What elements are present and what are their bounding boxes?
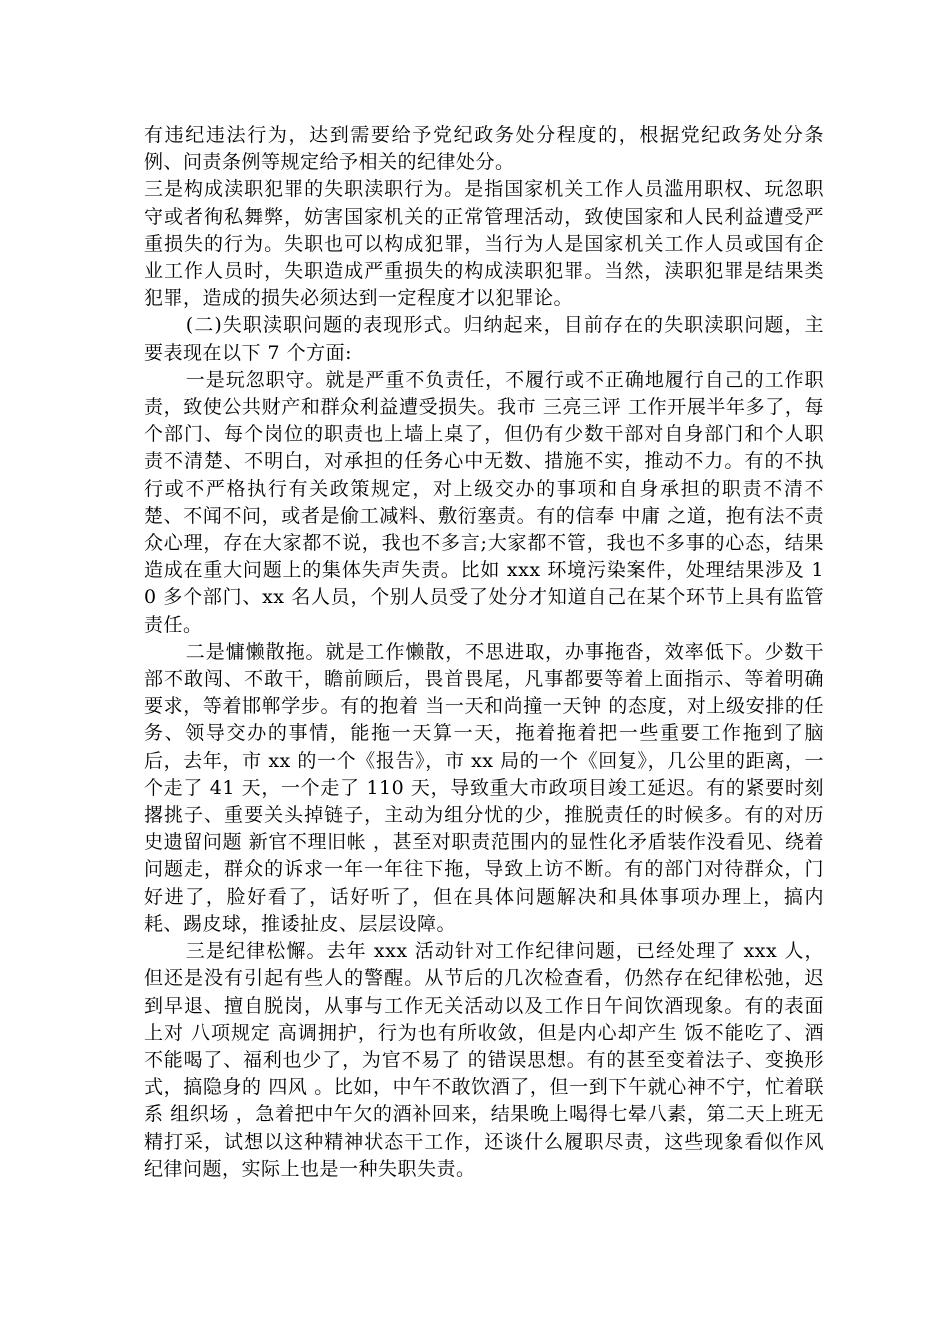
paragraph-idleness-delay: 二是慵懒散拖。就是工作懒散，不思进取，办事拖沓，效率低下。少数干部不敢闯、不敢干，瞻前顾后，畏首畏尾，凡事都要等着上面指示、等着明确要求，等着邯郸学步。有的抱着 当一天和尚撞一天钟 的态度，对上级安排的任务、领导交办的事情，能拖一天算一天，拖着拖着把一些重要工作拖到了脑后，去年，市 xx 的一个《报告》，市 xx 局的一个《回复》，几公里的距离，一个走了 41 天，一个走了 110 天，导致重大市政项目竣工延迟。有的紧要时刻撂挑子、重要关头掉链子，主动为组分忧的少，推脱责任的时候多。有的对历史遗留问题 新官不理旧帐 ，甚至对职责范围内的显性化矛盾装作没看见、绕着问题走，群众的诉求一年一年往下拖，导致上访不断。有的部门对待群众，门好进了，脸好看了，话好听了，但在具体问题解决和具体事项办理上，搞内耗、踢皮球，推诿扯皮、层层设障。 xyxy=(144,640,824,935)
paragraph-dereliction-crime: 三是构成渎职犯罪的失职渎职行为。是指国家机关工作人员滥用职权、玩忽职守或者徇私舞弊，妨害国家机关的正常管理活动，致使国家和人民利益遭受严重损失的行为。失职也可以构成犯罪，当行为人是国家机关工作人员或国有企业工作人员时，失职造成严重损失的构成渎职犯罪。当然，渎职犯罪是结果类犯罪，造成的损失必须达到一定程度才以犯罪论。 xyxy=(144,178,824,310)
paragraph-lax-discipline: 三是纪律松懈。去年 xxx 活动针对工作纪律问题，已经处理了 xxx 人，但还是没有引起有些人的警醒。从节后的几次检查看，仍然存在纪律松弛，迟到早退、擅自脱岗，从事与工作无关活动以及工作日午间饮酒现象。有的表面上对 八项规定 高调拥护，行为也有所收敛，但是内心却产生 饭不能吃了、酒不能喝了、福利也少了，为官不易了 的错误思想。有的甚至变着法子、变换形式，搞隐身的 四风 。比如，中午不敢饮酒了，但一到下午就心神不宁，忙着联系 组织场 ，急着把中午欠的酒补回来，结果晚上喝得七晕八素，第二天上班无精打采，试想以这种精神状态干工作，还谈什么履职尽责，这些现象看似作风纪律问题，实际上也是一种失职失责。 xyxy=(144,940,824,1180)
paragraph-neglect-of-duty: 一是玩忽职守。就是严重不负责任，不履行或不正确地履行自己的工作职责，致使公共财产和群众利益遭受损失。我市 三亮三评 工作开展半年多了，每个部门、每个岗位的职责也上墙上桌了，但仍有少数干部对自身部门和个人职责不清楚、不明白，对承担的任务心中无数、措施不实，推动不力。有的不执行或不严格执行有关政策规定，对上级交办的事项和自身承担的职责不清不楚、不闻不问，或者是偷工减料、敷衍塞责。有的信奉 中庸 之道，抱有法不责众心理，存在大家都不说，我也不多言;大家都不管，我也不多事的心态，结果造成在重大问题上的集体失声失责。比如 xxx 环境污染案件，处理结果涉及 10 多个部门、xx 名人员，个别人员受了处分才知道自己在某个环节上具有监管责任。 xyxy=(144,368,824,636)
paragraph-discipline-sanction: 有违纪违法行为，达到需要给予党纪政务处分程度的，根据党纪政务处分条例、问责条例等规定给予相关的纪律处分。 xyxy=(144,124,824,174)
document-body xyxy=(144,122,824,1183)
paragraph-section-forms: (二)失职渎职问题的表现形式。归纳起来，目前存在的失职渎职问题，主要表现在以下 7 个方面: xyxy=(144,314,824,364)
